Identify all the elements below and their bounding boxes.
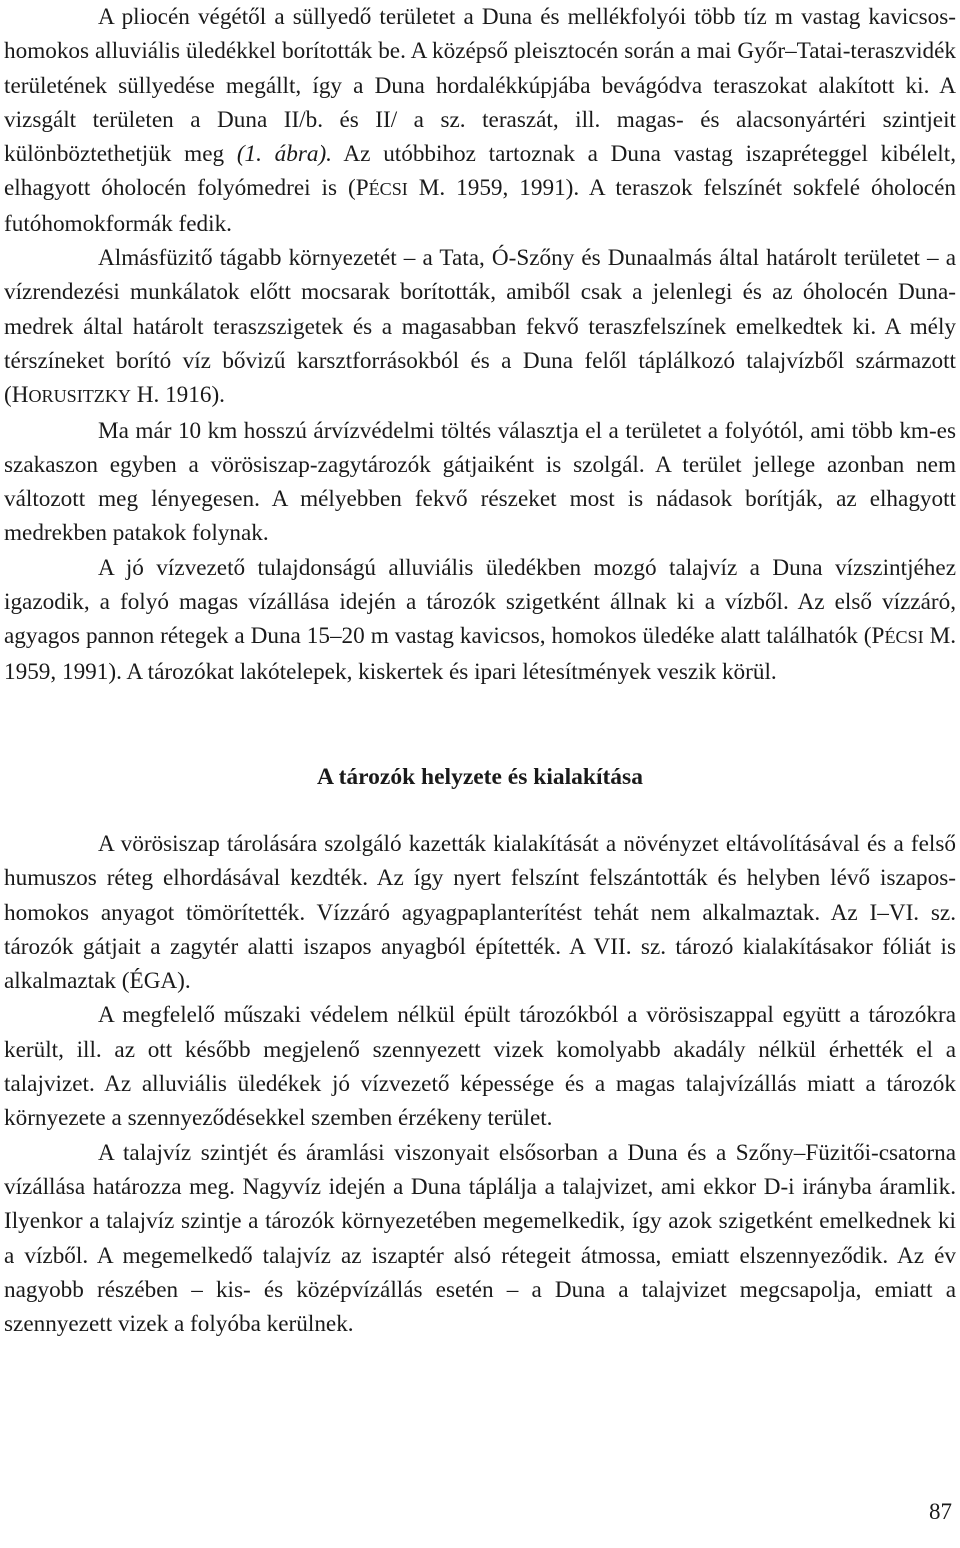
citation-author-rest: ÉCSI [884, 627, 924, 648]
paragraph-flood-levee: Ma már 10 km hosszú árvízvédelmi töltés választja el a területet a folyótól, ami több km-es szakaszon egyben a vörösiszap-zagytározók gátjaiként is szolgál. A terület jellege azonban nem változott meg lényegesen. A mélyebben fekvő részeket most is nádasok borítják, az elhagyott medrekben patakok folynak. [4, 417, 956, 547]
paragraph-cassettes: A vörösiszap tárolására szolgáló kazetták kialakítását a növényzet eltávolításával és a felső humuszos réteg elhordásával kezdték. Az így nyert felszínt felszántották és helyben lévő iszapos-homokos anyagot tömörítették. Vízzáró agyagpaplanterítést tehát nem alkalmaztak. Az I–VI. sz. tározók gátjait a zagytér alatti iszapos anyagból építették. A VII. sz. tározó kialakításakor fóliát is alkalmaztak (ÉGA). [4, 830, 956, 995]
paragraph-text: M. 1959, 1991). A teraszok felszínét sokfelé óholocén futóhomokformák fedik. [4, 175, 956, 237]
citation-author-initial: H [11, 382, 29, 409]
citation-author-rest: ORUSITZKY [28, 386, 131, 407]
figure-reference: (1. ábra). [236, 141, 332, 168]
citation-author-initial: P [355, 175, 369, 202]
paragraph-text: A pliocén végétől a süllyedő területet a Duna és mellékfolyói több tíz m vastag kavicsos-homokos alluviális üledékkel borították be. A középső pleisztocén során a mai Győr–Tatai-teraszvidék területének süllyedése megállt, így a Duna hordalékkúpjába bevágódva teraszokat alakított ki. A vizsgált területen a Duna II/b. és II/ a sz. teraszát, ill. magas- és alacsonyártéri szintjeit különböztethetjük meg [4, 4, 956, 168]
paragraph-groundwater-flow: A talajvíz szintjét és áramlási viszonyait elsősorban a Duna és a Szőny–Füzitői-csatorna vízállása határozza meg. Nagyvíz idején a Duna táplálja a talajvizet, ami ekkor D-i irányba áramlik. Ilyenkor a talajvíz szintje a tározók környezetében megemelkedik, így azok szigetként emelkednek ki a vízből. A megemelkedő talajvíz az iszaptér alsó rétegeit átmossa, emiatt elszennyeződik. Az év nagyobb részében – kis- és középvízállás esetén – a Duna a talajvizet megcsapolja, emiatt a szennyezett vizek a folyóba kerülnek. [4, 1139, 956, 1338]
paragraph-pliocene [4, 0, 956, 241]
page-number: 87 [929, 1499, 952, 1524]
paragraph-text: H. 1916). [130, 382, 225, 409]
citation-author-rest: ÉCSI [368, 179, 408, 200]
page-body [4, 0, 956, 1341]
paragraph-text: A jó vízvezető tulajdonságú alluviális üledékben mozgó talajvíz a Duna vízszintjéhez igazodik, a folyó magas vízállása idején a tározók szigetként állnak ki a vízből. Az első vízzáró, agyagos pannon rétegek a Duna 15–20 m vastag kavicsos, homokos üledéke alatt találhatók ( [4, 554, 956, 650]
paragraph-groundwater [4, 551, 956, 689]
paragraph-text: M. 1959, 1991). A tározókat lakótelepek, kiskertek és ipari létesítmények veszik körül. [4, 623, 956, 685]
paragraph-text: Almásfüzitő tágabb környezetét – a Tata, Ó-Szőny és Dunaalmás által határolt területet – a vízrendezési munkálatok előtt mocsarak borították, amiből csak a jelenlegi és az óholocén Duna-medrek által határolt teraszszigetek és a magasabban fekvő teraszfelszínek emelkedtek ki. A mély térszíneket borító víz bővizű karsztforrásokból és a Duna felől táplálkozó talajvízből származott ( [4, 245, 956, 409]
section-heading: A tározók helyzete és kialakítása [317, 763, 643, 790]
paragraph-almasfuzito [4, 241, 956, 413]
paragraph-text: Az utóbbihoz tartoznak a Duna vastag iszapréteggel kibélelt, elhagyott óholocén folyómedrei is ( [4, 141, 956, 202]
citation-author-initial: P [871, 623, 885, 650]
paragraph-technical-protection: A megfelelő műszaki védelem nélkül épült tározókból a vörösiszappal együtt a tározókra került, ill. az ott később megjelenő szennyezett vizek komolyabb akadály nélkül érhették el a talajvizet. Az alluviális üledékek jó vízvezető képessége és a magas talajvízállás miatt a tározók környezete a szennyeződésekkel szemben érzékeny terület. [4, 1002, 956, 1132]
